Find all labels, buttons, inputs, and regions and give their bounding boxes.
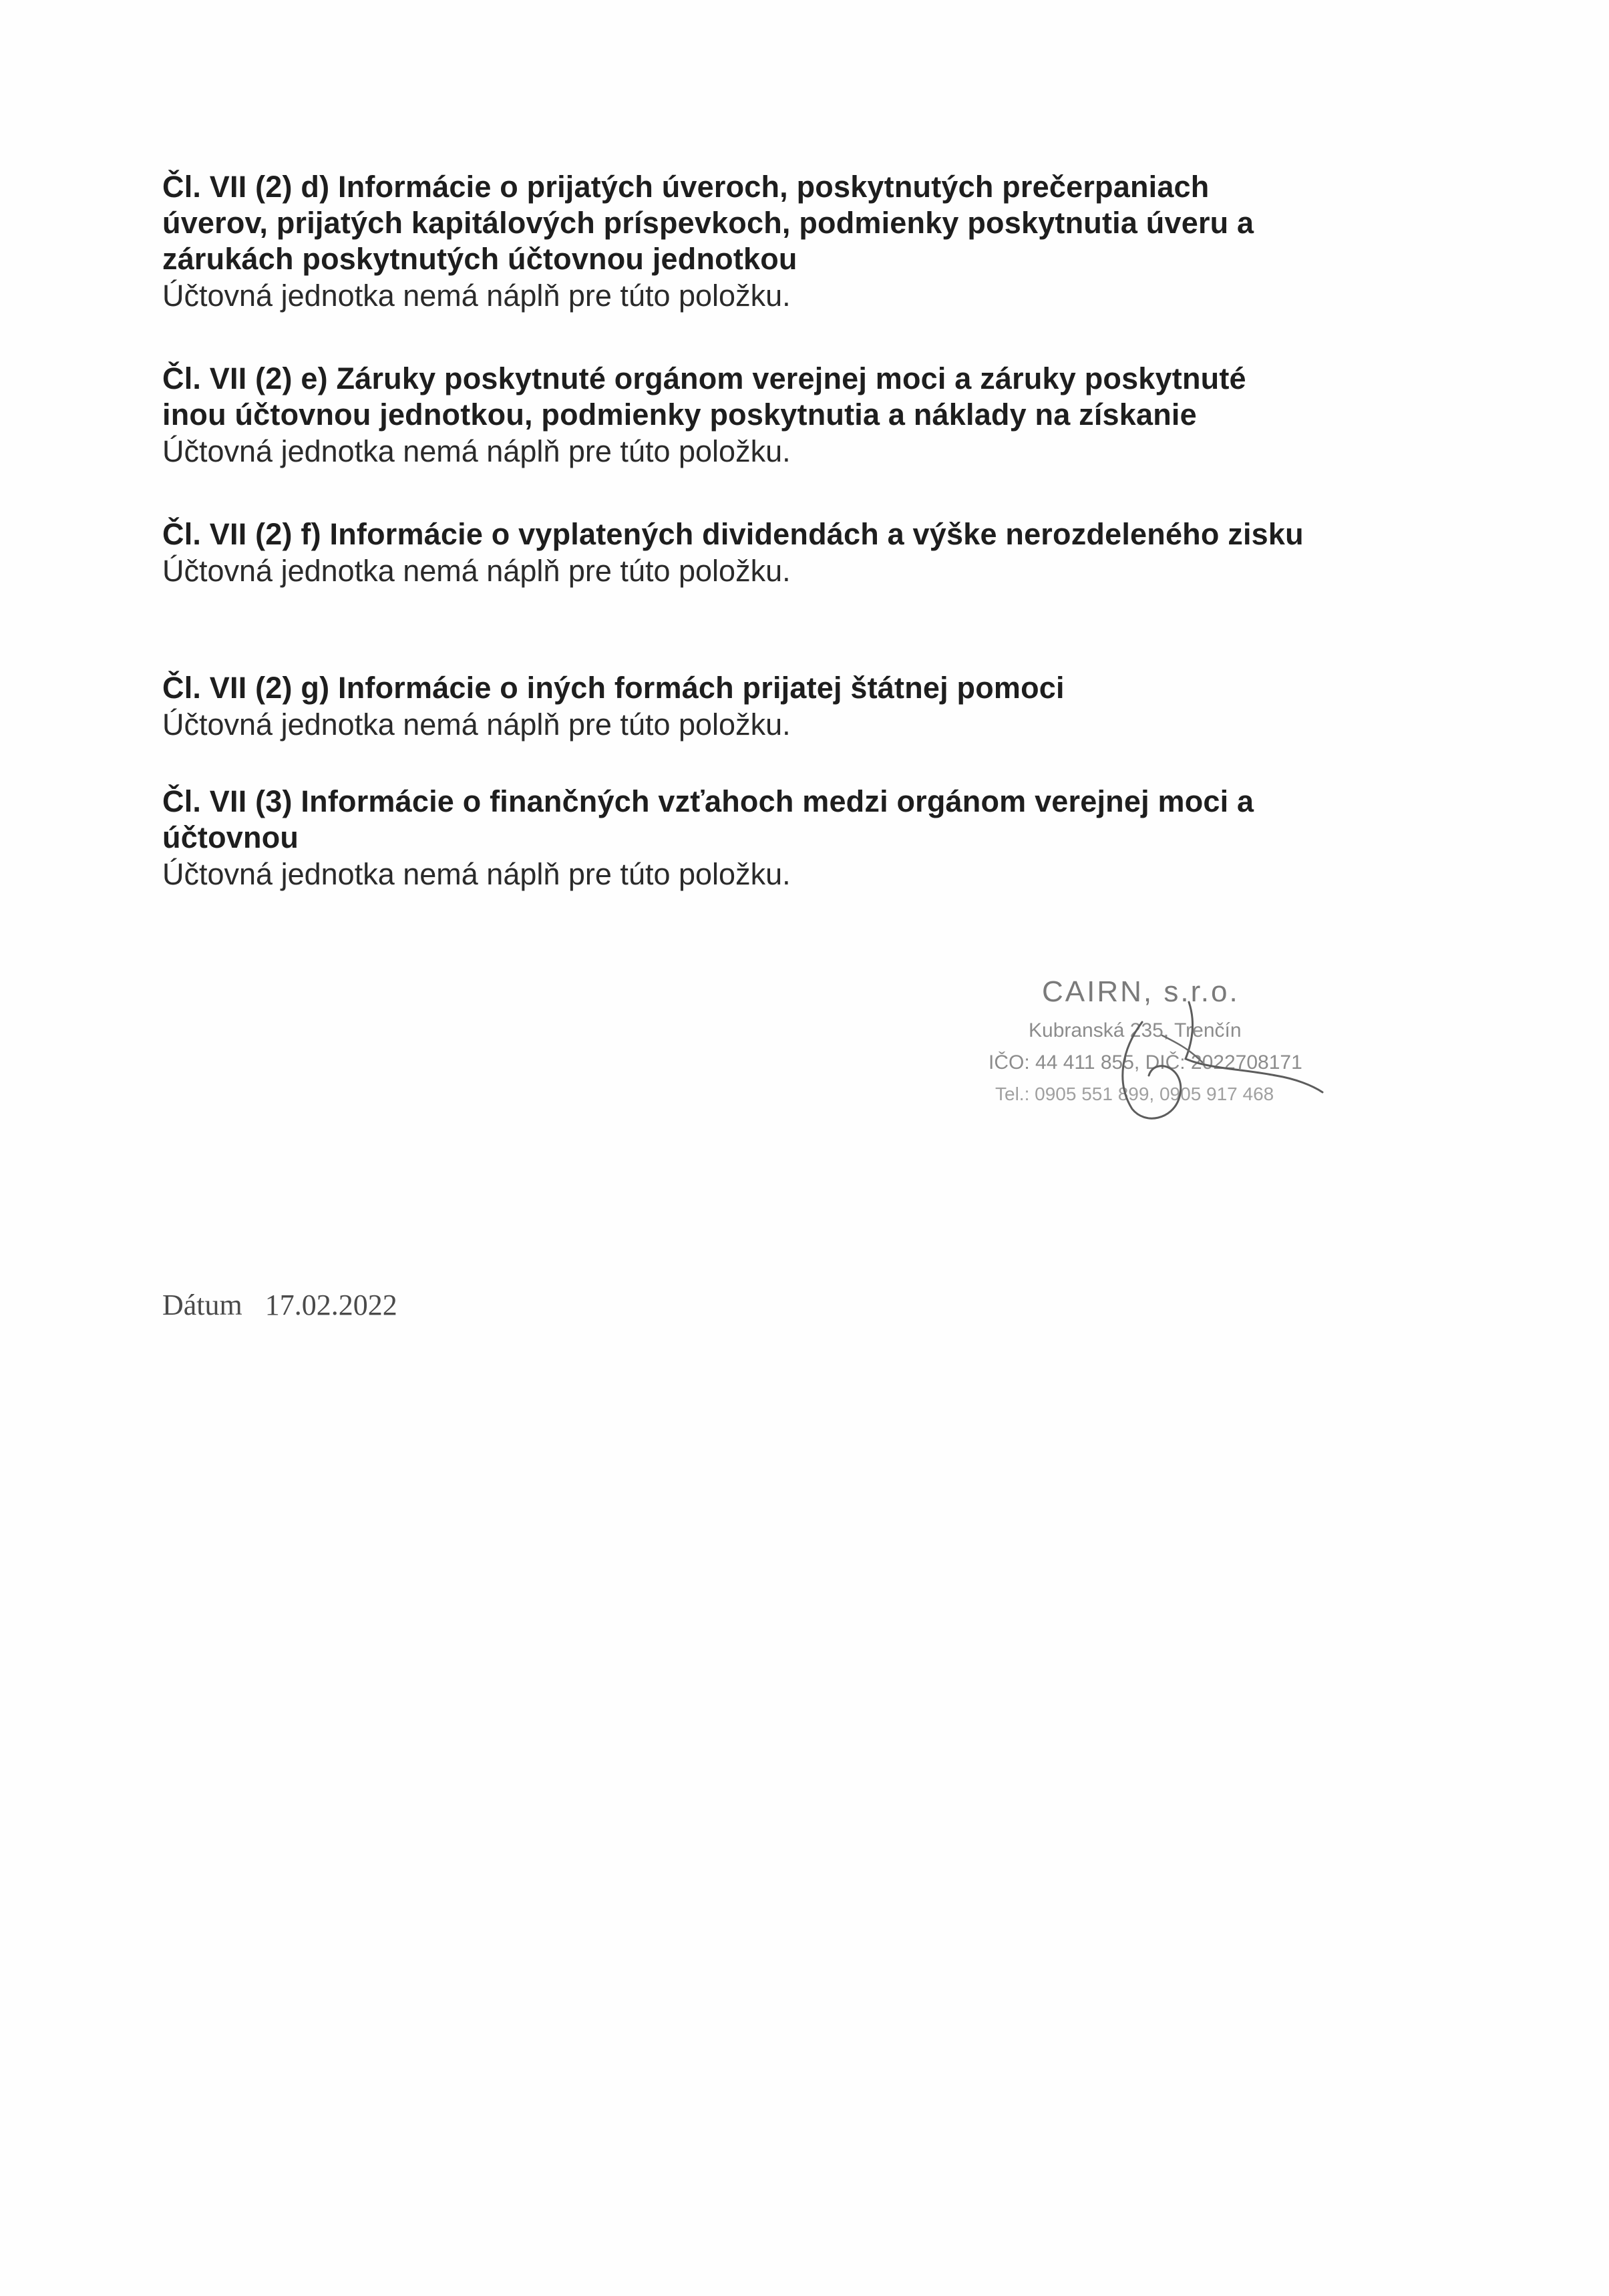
section-text: Účtovná jednotka nemá náplň pre túto položku. (162, 554, 791, 588)
section-vii-2-d (162, 169, 1431, 315)
section-text: Účtovná jednotka nemá náplň pre túto položku. (162, 707, 791, 742)
section-heading-line: účtovnou (162, 820, 299, 854)
section-heading-line: Čl. VII (3) Informácie o finančných vzťahoch medzi orgánom verejnej moci a (162, 784, 1254, 818)
section-heading-line: zárukách poskytnutých účtovnou jednotkou (162, 242, 797, 276)
date-label: Dátum (162, 1289, 242, 1321)
section-vii-2-e (162, 361, 1431, 470)
stamp-company-name: CAIRN, s.r.o. (1042, 975, 1240, 1008)
stamp-address: Kubranská 235, Trenčín (1029, 1019, 1242, 1041)
date-line (162, 1288, 397, 1322)
section-heading-line: Čl. VII (2) e) Záruky poskytnuté orgánom verejnej moci a záruky poskytnuté (162, 361, 1246, 395)
section-text: Účtovná jednotka nemá náplň pre túto položku. (162, 857, 791, 891)
section-text: Účtovná jednotka nemá náplň pre túto položku. (162, 434, 791, 468)
section-heading-line: Čl. VII (2) d) Informácie o prijatých úveroch, poskytnutých prečerpaniach (162, 170, 1210, 204)
section-heading-line: Čl. VII (2) f) Informácie o vyplatených dividendách a výške nerozdeleného zisku (162, 517, 1304, 551)
date-value: 17.02.2022 (264, 1289, 397, 1321)
section-text: Účtovná jednotka nemá náplň pre túto položku. (162, 279, 791, 313)
signature-icon (989, 975, 1363, 1136)
section-heading-line: úverov, prijatých kapitálových príspevkoch, podmienky poskytnutia úveru a (162, 206, 1254, 240)
section-heading-line: inou účtovnou jednotkou, podmienky poskytnutia a náklady na získanie (162, 397, 1197, 432)
section-heading-line: Čl. VII (2) g) Informácie o iných formách prijatej štátnej pomoci (162, 671, 1065, 705)
section-vii-3 (162, 784, 1431, 893)
section-vii-2-f (162, 516, 1431, 590)
stamp-ids: IČO: 44 411 855, DIČ: 2022708171 (989, 1051, 1302, 1074)
stamp-telephone: Tel.: 0905 551 899, 0905 917 468 (995, 1084, 1274, 1104)
section-vii-2-g (162, 670, 1431, 744)
company-stamp (989, 975, 1363, 1136)
